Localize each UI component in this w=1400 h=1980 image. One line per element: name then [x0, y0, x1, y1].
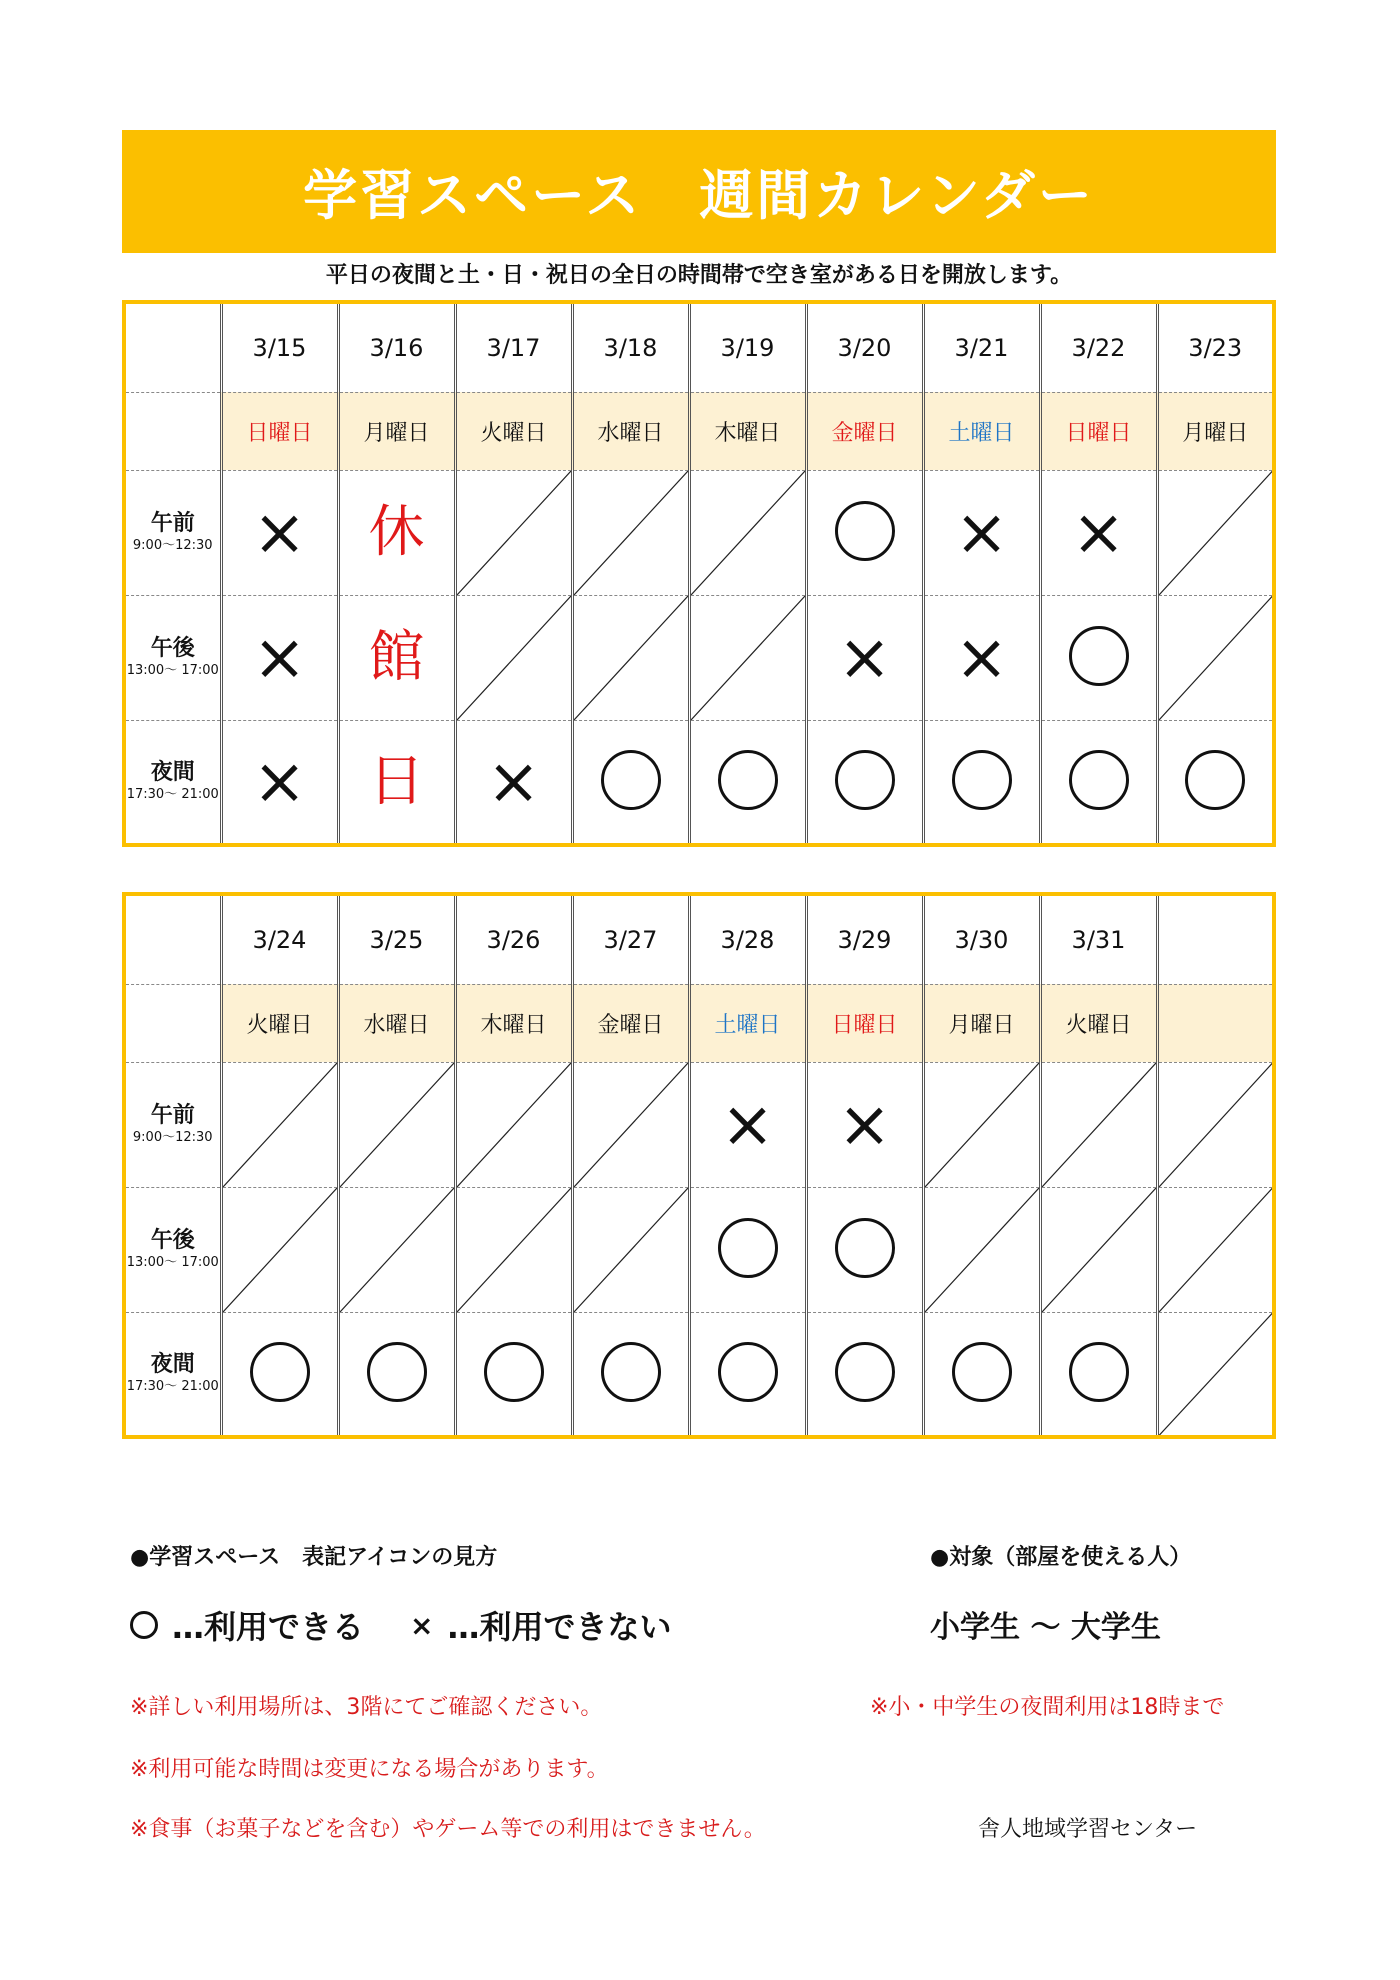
slot-cell [338, 1187, 455, 1312]
slot-time: 13:00～ 17:00 [126, 663, 219, 679]
date-cell: 3/29 [806, 894, 923, 984]
circle-icon [1069, 626, 1129, 686]
circle-icon [835, 750, 895, 810]
slot-cell [455, 595, 572, 720]
slot-cell [572, 1062, 689, 1187]
weekday-cell: 月曜日 [1157, 392, 1274, 470]
date-cell: 3/28 [689, 894, 806, 984]
not-applicable-slash [1159, 471, 1273, 595]
weekday-cell: 土曜日 [689, 984, 806, 1062]
circle-icon [952, 1342, 1012, 1402]
weekday-row [124, 984, 1274, 1062]
note-location: ※詳しい利用場所は、3階にてご確認ください。 [130, 1695, 603, 1720]
not-applicable-slash [691, 471, 805, 595]
slot-row [124, 1312, 1274, 1437]
circle-icon [130, 1611, 158, 1639]
date-row [124, 894, 1274, 984]
date-cell: 3/30 [923, 894, 1040, 984]
header-corner [124, 302, 221, 392]
slot-cell [221, 470, 338, 595]
slot-cell [1040, 470, 1157, 595]
date-cell: 3/16 [338, 302, 455, 392]
cross-icon: × [486, 744, 541, 819]
not-applicable-slash [1159, 1188, 1273, 1312]
circle-icon [1069, 750, 1129, 810]
slot-cell [806, 1062, 923, 1187]
circle-icon [952, 750, 1012, 810]
slot-cell [572, 720, 689, 845]
date-cell: 3/17 [455, 302, 572, 392]
circle-icon [835, 1218, 895, 1278]
slot-cell [1157, 1312, 1274, 1437]
legend-title: ●学習スペース 表記アイコンの見方 [130, 1545, 498, 1570]
date-cell: 3/25 [338, 894, 455, 984]
slot-time: 17:30～ 21:00 [126, 787, 219, 803]
slot-cell [338, 470, 455, 595]
cross-icon: × [252, 620, 307, 695]
circle-icon [718, 750, 778, 810]
circle-icon [250, 1342, 310, 1402]
note-night-use: ※小・中学生の夜間利用は18時まで [870, 1695, 1225, 1720]
not-applicable-slash [457, 1063, 571, 1187]
cross-icon: × [410, 1608, 434, 1642]
not-applicable-slash [925, 1063, 1039, 1187]
slot-name: 午後 [150, 635, 195, 661]
date-cell: 3/20 [806, 302, 923, 392]
slot-cell [689, 470, 806, 595]
closed-day-char: 日 [368, 748, 425, 814]
slot-cell [572, 470, 689, 595]
slot-cell [923, 470, 1040, 595]
date-cell: 3/21 [923, 302, 1040, 392]
date-cell: 3/18 [572, 302, 689, 392]
slot-cell [806, 470, 923, 595]
slot-time: 13:00～ 17:00 [126, 1255, 219, 1271]
slot-cell [455, 1187, 572, 1312]
legend-available: …利用できる [172, 1608, 365, 1646]
circle-icon [484, 1342, 544, 1402]
slot-cell [806, 1312, 923, 1437]
not-applicable-slash [574, 471, 688, 595]
slot-cell [806, 720, 923, 845]
slot-time: 17:30～ 21:00 [126, 1379, 219, 1395]
header-corner [124, 984, 221, 1062]
slot-cell [1157, 470, 1274, 595]
weekday-cell: 木曜日 [689, 392, 806, 470]
date-cell [1157, 894, 1274, 984]
date-cell: 3/19 [689, 302, 806, 392]
slot-label [124, 1312, 221, 1437]
slot-cell [455, 1062, 572, 1187]
not-applicable-slash [457, 596, 571, 720]
cross-icon: × [720, 1087, 775, 1162]
slot-cell [689, 720, 806, 845]
calendar-week-1 [122, 300, 1276, 847]
closed-day-char: 館 [368, 624, 425, 690]
slot-cell [923, 720, 1040, 845]
slot-cell [338, 595, 455, 720]
slot-cell [689, 1312, 806, 1437]
slot-cell [1040, 1312, 1157, 1437]
date-cell: 3/22 [1040, 302, 1157, 392]
target-value: 小学生 ～ 大学生 [930, 1610, 1161, 1645]
not-applicable-slash [1159, 1313, 1273, 1436]
slot-cell [1040, 595, 1157, 720]
date-cell: 3/31 [1040, 894, 1157, 984]
circle-icon [367, 1342, 427, 1402]
not-applicable-slash [340, 1063, 454, 1187]
note-time-change: ※利用可能な時間は変更になる場合があります。 [130, 1757, 609, 1782]
slot-row [124, 470, 1274, 595]
weekday-cell: 火曜日 [1040, 984, 1157, 1062]
not-applicable-slash [340, 1188, 454, 1312]
weekday-cell: 土曜日 [923, 392, 1040, 470]
slot-time: 9:00～12:30 [132, 538, 213, 554]
slot-row [124, 720, 1274, 845]
weekday-row [124, 392, 1274, 470]
calendar-week-2 [122, 892, 1276, 1439]
weekday-cell: 火曜日 [221, 984, 338, 1062]
not-applicable-slash [574, 596, 688, 720]
slot-cell [1157, 595, 1274, 720]
circle-icon [718, 1342, 778, 1402]
date-row [124, 302, 1274, 392]
slot-name: 午後 [150, 1227, 195, 1253]
date-cell: 3/23 [1157, 302, 1274, 392]
circle-icon [718, 1218, 778, 1278]
target-title: ●対象（部屋を使える人） [930, 1545, 1192, 1570]
date-cell: 3/24 [221, 894, 338, 984]
cross-icon: × [954, 495, 1009, 570]
slot-name: 午前 [150, 510, 195, 536]
slot-cell [572, 1312, 689, 1437]
slot-cell [455, 720, 572, 845]
slot-cell [1157, 1187, 1274, 1312]
header-corner [124, 894, 221, 984]
not-applicable-slash [457, 1188, 571, 1312]
weekday-cell: 月曜日 [338, 392, 455, 470]
slot-cell [923, 595, 1040, 720]
weekday-cell: 水曜日 [572, 392, 689, 470]
slot-cell [1157, 720, 1274, 845]
slot-cell [1157, 1062, 1274, 1187]
slot-cell [923, 1312, 1040, 1437]
weekday-cell [1157, 984, 1274, 1062]
not-applicable-slash [223, 1063, 337, 1187]
date-cell: 3/27 [572, 894, 689, 984]
cross-icon: × [252, 495, 307, 570]
circle-icon [1069, 1342, 1129, 1402]
page-title: 学習スペース 週間カレンダー [303, 164, 1095, 227]
circle-icon [601, 750, 661, 810]
slot-name: 夜間 [150, 1352, 195, 1378]
slot-cell [221, 1187, 338, 1312]
slot-cell [338, 1062, 455, 1187]
weekday-cell: 日曜日 [1040, 392, 1157, 470]
circle-icon [835, 1342, 895, 1402]
cross-icon: × [252, 744, 307, 819]
slot-row [124, 1187, 1274, 1312]
slot-cell [1040, 1187, 1157, 1312]
not-applicable-slash [925, 1188, 1039, 1312]
cross-icon: × [1071, 495, 1126, 570]
slot-cell [923, 1187, 1040, 1312]
slot-cell [221, 1312, 338, 1437]
not-applicable-slash [457, 471, 571, 595]
date-cell: 3/26 [455, 894, 572, 984]
not-applicable-slash [574, 1063, 688, 1187]
slot-label [124, 1187, 221, 1312]
slot-row [124, 595, 1274, 720]
slot-cell [221, 1062, 338, 1187]
slot-cell [689, 1187, 806, 1312]
weekday-cell: 水曜日 [338, 984, 455, 1062]
slot-name: 夜間 [150, 760, 195, 786]
slot-cell [338, 720, 455, 845]
slot-cell [221, 720, 338, 845]
not-applicable-slash [223, 1188, 337, 1312]
not-applicable-slash [1042, 1188, 1156, 1312]
center-name: 舎人地域学習センター [978, 1817, 1198, 1842]
circle-icon [835, 501, 895, 561]
slot-cell [689, 1062, 806, 1187]
slot-cell [923, 1062, 1040, 1187]
not-applicable-slash [1159, 1063, 1273, 1187]
slot-cell [689, 595, 806, 720]
title-banner [122, 130, 1276, 253]
slot-label [124, 1062, 221, 1187]
weekday-cell: 金曜日 [806, 392, 923, 470]
note-food-games: ※食事（お菓子などを含む）やゲーム等での利用はできません。 [130, 1817, 766, 1842]
slot-cell [806, 1187, 923, 1312]
slot-cell [455, 470, 572, 595]
slot-label [124, 595, 221, 720]
slot-cell [1040, 1062, 1157, 1187]
circle-icon [1185, 750, 1245, 810]
date-cell: 3/15 [221, 302, 338, 392]
header-corner [124, 392, 221, 470]
cross-icon: × [837, 1087, 892, 1162]
slot-cell [806, 595, 923, 720]
circle-icon [601, 1342, 661, 1402]
closed-day-char: 休 [368, 499, 425, 565]
slot-cell [572, 1187, 689, 1312]
slot-time: 9:00～12:30 [132, 1130, 213, 1146]
legend-line [130, 1602, 672, 1648]
slot-cell [1040, 720, 1157, 845]
not-applicable-slash [691, 596, 805, 720]
slot-label [124, 470, 221, 595]
not-applicable-slash [574, 1188, 688, 1312]
weekday-cell: 火曜日 [455, 392, 572, 470]
weekday-cell: 月曜日 [923, 984, 1040, 1062]
weekday-cell: 日曜日 [806, 984, 923, 1062]
slot-cell [572, 595, 689, 720]
cross-icon: × [837, 620, 892, 695]
weekday-cell: 日曜日 [221, 392, 338, 470]
cross-icon: × [954, 620, 1009, 695]
not-applicable-slash [1042, 1063, 1156, 1187]
weekday-cell: 木曜日 [455, 984, 572, 1062]
page-subtitle: 平日の夜間と土・日・祝日の全日の時間帯で空き室がある日を開放します。 [325, 263, 1073, 288]
slot-cell [455, 1312, 572, 1437]
legend-unavailable: …利用できない [447, 1608, 672, 1646]
slot-row [124, 1062, 1274, 1187]
slot-name: 午前 [150, 1102, 195, 1128]
slot-cell [221, 595, 338, 720]
not-applicable-slash [1159, 596, 1273, 720]
slot-label [124, 720, 221, 845]
slot-cell [338, 1312, 455, 1437]
weekday-cell: 金曜日 [572, 984, 689, 1062]
